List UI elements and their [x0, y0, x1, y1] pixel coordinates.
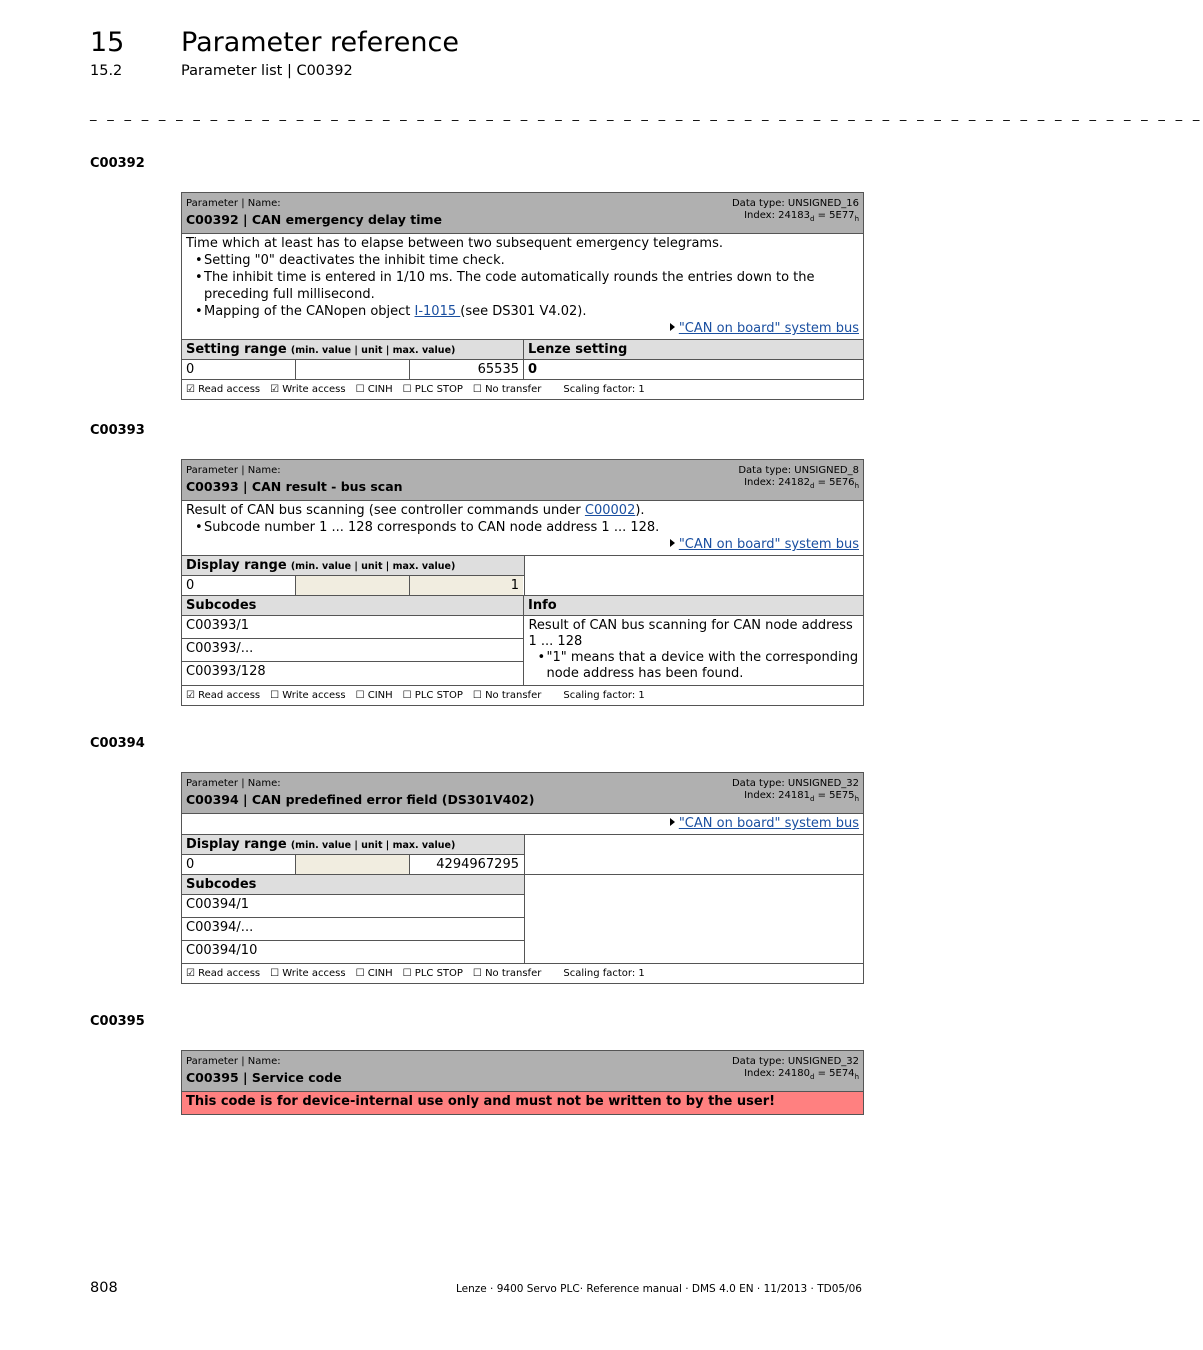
range-unit: [296, 360, 410, 379]
empty-cell: [525, 556, 864, 595]
header-dash-rule: _ _ _ _ _ _ _ _ _ _ _ _ _ _ _ _ _ _ _ _ _ _ _ _ _ _ _ _ _ _ _ _ _ _ _ _ _ _ _ _ _ _ _ _ _ _ _ _ _ _ _ _ _ _ _ _ _ _ _ _ _ _ _ _ _: [90, 107, 1203, 122]
info-text: Result of CAN bus scanning for CAN node address 1 ... 128: [528, 618, 853, 649]
info-label: Info: [524, 596, 863, 615]
param-table-c00394: [181, 772, 864, 984]
range-unit: [296, 855, 410, 874]
section-number: 15.2: [90, 63, 123, 79]
access-flags: ☑ Read access ☐ Write access ☐ CINH ☐ PLC STOP ☐ No transfer Scaling factor: 1: [186, 690, 645, 701]
chapter-title: Parameter reference: [181, 27, 459, 58]
description-bullet: • Subcode number 1 ... 128 corresponds to CAN node address 1 ... 128.: [204, 519, 859, 536]
param-description: [182, 234, 863, 340]
code-heading-c00393: C00393: [90, 423, 145, 438]
param-name-label: Parameter | Name:: [186, 1056, 281, 1067]
range-min: 0: [182, 855, 296, 874]
subcodes-label: Subcodes: [182, 596, 524, 615]
access-flags: ☑ Read access ☑ Write access ☐ CINH ☐ PLC STOP ☐ No transfer Scaling factor: 1: [186, 384, 645, 395]
triangle-right-icon: [670, 818, 675, 826]
subcode-row: C00393/1: [182, 616, 523, 639]
subcode-row: C00394/...: [182, 918, 524, 941]
service-code-warning: This code is for device-internal use only and must not be written to by the user!: [182, 1092, 863, 1114]
link-i1015[interactable]: I-1015: [414, 304, 461, 319]
footer-text: Lenze · 9400 Servo PLC· Reference manual · DMS 4.0 EN · 11/2013 · TD05/06: [455, 1283, 862, 1295]
data-type: Data type: UNSIGNED_32: [731, 778, 859, 789]
data-type: Data type: UNSIGNED_32: [731, 1056, 859, 1067]
param-index: Index: $24183_d = 5E77_h$: [744, 210, 859, 223]
link-system-bus[interactable]: "CAN on board" system bus: [678, 321, 859, 336]
subcode-row: C00394/1: [182, 895, 524, 918]
param-title: C00395 | Service code: [186, 1070, 342, 1085]
code-heading-c00392: C00392: [90, 156, 145, 171]
subcode-row: C00394/10: [186, 943, 258, 958]
param-table-c00395: [181, 1050, 864, 1115]
description-bullet: • Setting "0" deactivates the inhibit time check.: [204, 252, 859, 269]
param-description: [182, 501, 863, 556]
page-number: 808: [90, 1280, 118, 1296]
section-title: Parameter list | C00392: [181, 63, 353, 79]
description-text: Result of CAN bus scanning (see controller commands under C00002).: [186, 503, 645, 518]
description-text: Time which at least has to elapse between two subsequent emergency telegrams.: [186, 236, 723, 251]
subcodes-label: Subcodes: [182, 875, 524, 895]
param-index: Index: $24181_d = 5E75_h$: [744, 790, 859, 803]
range-max: 65535: [410, 360, 524, 379]
link-system-bus[interactable]: "CAN on board" system bus: [678, 816, 859, 831]
param-header: [182, 1051, 863, 1092]
param-name-label: Parameter | Name:: [186, 465, 281, 476]
param-index: Index: $24182_d = 5E76_h$: [744, 477, 859, 490]
chapter-number: 15: [90, 27, 125, 58]
subcode-row: C00393/128: [186, 664, 266, 679]
lenze-setting-value: 0: [528, 362, 538, 377]
param-header: [182, 460, 863, 501]
range-min: 0: [182, 576, 296, 595]
empty-cell: [525, 875, 864, 963]
display-range-label: Display range (min. value | unit | max. value): [182, 835, 524, 855]
subcode-row: C00393/...: [182, 639, 523, 662]
display-range-label: Display range (min. value | unit | max. value): [182, 556, 524, 576]
param-table-c00393: [181, 459, 864, 706]
lenze-setting-label: Lenze setting: [524, 340, 863, 359]
param-header: [182, 773, 863, 814]
code-heading-c00394: C00394: [90, 736, 145, 751]
code-heading-c00395: C00395: [90, 1014, 145, 1029]
range-max: 1: [410, 576, 523, 595]
param-name-label: Parameter | Name:: [186, 198, 281, 209]
range-min: 0: [182, 360, 296, 379]
param-name-label: Parameter | Name:: [186, 778, 281, 789]
link-system-bus[interactable]: "CAN on board" system bus: [678, 537, 859, 552]
param-header: [182, 193, 863, 234]
param-description: [182, 814, 863, 835]
param-title: C00393 | CAN result - bus scan: [186, 479, 403, 494]
data-type: Data type: UNSIGNED_8: [738, 465, 859, 476]
info-cell: [524, 616, 863, 685]
triangle-right-icon: [670, 539, 675, 547]
description-bullet: • The inhibit time is entered in 1/10 ms. The code automatically rounds the entries down to the preceding full millisecond.: [204, 269, 859, 303]
range-unit: [296, 576, 410, 595]
range-max: 4294967295: [436, 857, 519, 872]
triangle-right-icon: [670, 323, 675, 331]
data-type: Data type: UNSIGNED_16: [731, 198, 859, 209]
link-c00002[interactable]: C00002: [584, 503, 636, 518]
setting-range-label: Setting range (min. value | unit | max. value): [182, 340, 524, 359]
param-table-c00392: [181, 192, 864, 400]
param-index: Index: $24180_d = 5E74_h$: [744, 1068, 859, 1081]
description-bullet: • Mapping of the CANopen object I-1015 (see DS301 V4.02).: [204, 303, 859, 320]
param-title: C00392 | CAN emergency delay time: [186, 212, 442, 227]
access-flags: ☑ Read access ☐ Write access ☐ CINH ☐ PLC STOP ☐ No transfer Scaling factor: 1: [186, 968, 645, 979]
info-bullet: • "1" means that a device with the corresponding node address has been found.: [537, 650, 859, 681]
param-title: C00394 | CAN predefined error field (DS301V402): [186, 792, 535, 807]
empty-cell: [525, 835, 864, 874]
